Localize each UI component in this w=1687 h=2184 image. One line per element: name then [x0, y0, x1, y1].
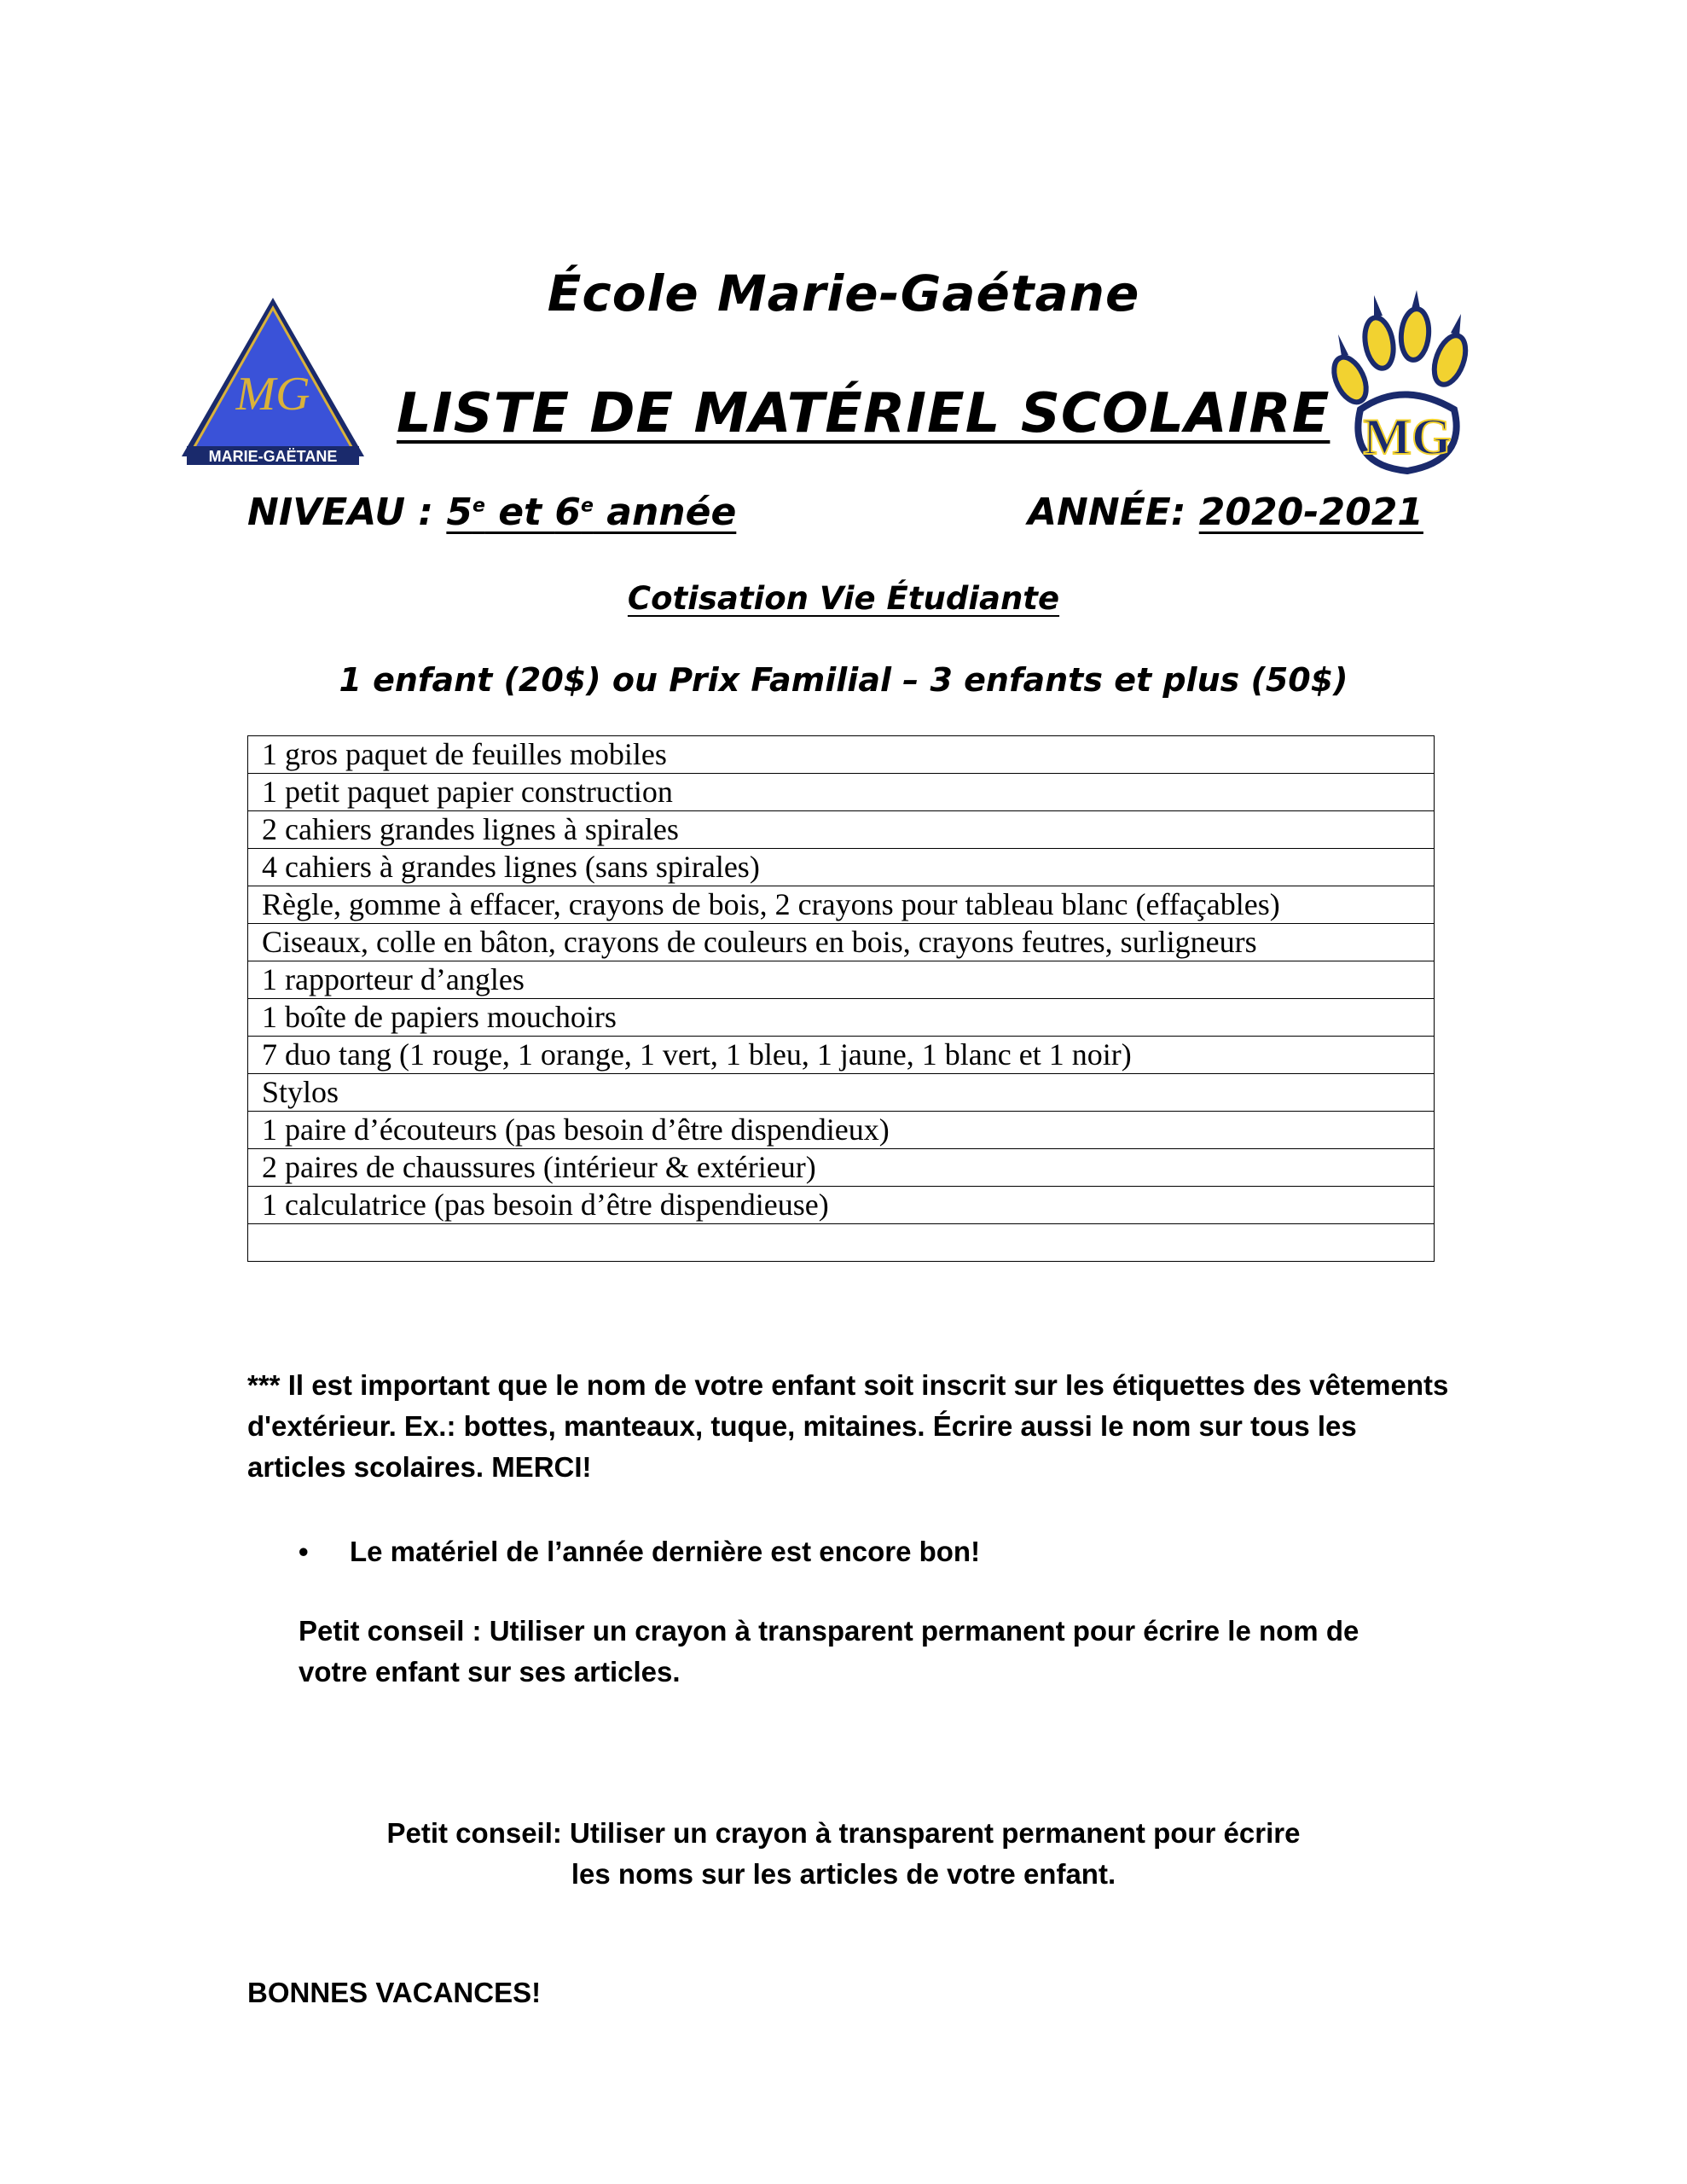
tip-line: les noms sur les articles de votre enfant.	[571, 1858, 1116, 1890]
school-name: École Marie-Gaétane	[547, 264, 1140, 322]
supply-item: 4 cahiers à grandes lignes (sans spirales)	[248, 849, 1435, 886]
table-row	[248, 1149, 1435, 1187]
tip-note-centered	[0, 1813, 1687, 1895]
supply-item: 1 calculatrice (pas besoin d’être dispendieuse)	[248, 1187, 1435, 1224]
table-row	[248, 736, 1435, 774]
supply-item: 1 paire d’écouteurs (pas besoin d’être dispendieux)	[248, 1112, 1435, 1149]
bullet-item	[299, 1531, 980, 1572]
table-row	[248, 849, 1435, 886]
logo-right-monogram: MG	[1363, 409, 1452, 465]
supply-item: 1 gros paquet de feuilles mobiles	[248, 736, 1435, 774]
table-row	[248, 1112, 1435, 1149]
bullet-text: Le matériel de l’année dernière est encore bon!	[350, 1536, 981, 1567]
year-row	[1028, 491, 1423, 534]
supply-item: 1 rapporteur d’angles	[248, 961, 1435, 999]
table-row	[248, 1037, 1435, 1074]
logo-left-text: MARIE-GAËTANE	[208, 448, 338, 465]
supply-item: 7 duo tang (1 rouge, 1 orange, 1 vert, 1 bleu, 1 jaune, 1 blanc et 1 noir)	[248, 1037, 1435, 1074]
table-row	[248, 886, 1435, 924]
table-row	[248, 774, 1435, 811]
supply-item: Ciseaux, colle en bâton, crayons de couleurs en bois, crayons feutres, surligneurs	[248, 924, 1435, 961]
supply-item-empty	[248, 1224, 1435, 1262]
level-value: 5e et 6e année	[446, 491, 737, 534]
closing-text: BONNES VACANCES!	[247, 1977, 542, 2008]
logo-left-monogram: MG	[235, 368, 310, 421]
cotisation-price: 1 enfant (20$) ou Prix Familial – 3 enfants et plus (50$)	[339, 661, 1348, 699]
supply-item: 1 boîte de papiers mouchoirs	[248, 999, 1435, 1037]
table-row	[248, 924, 1435, 961]
supplies-table	[247, 735, 1435, 1262]
supply-item: 1 petit paquet papier construction	[248, 774, 1435, 811]
paw-logo	[1326, 290, 1480, 478]
supply-item: 2 cahiers grandes lignes à spirales	[248, 811, 1435, 849]
year-label: ANNÉE:	[1028, 491, 1199, 534]
supply-item: Règle, gomme à effacer, crayons de bois, 2 crayons pour tableau blanc (effaçables)	[248, 886, 1435, 924]
year-value: 2020-2021	[1198, 491, 1423, 534]
bullet-icon: •	[299, 1536, 309, 1567]
tip-note: Petit conseil : Utiliser un crayon à transparent permanent pour écrire le nom de votre enfant sur ses articles.	[299, 1615, 1359, 1687]
supply-item: 2 paires de chaussures (intérieur & extérieur)	[248, 1149, 1435, 1187]
table-row	[248, 961, 1435, 999]
table-row	[248, 999, 1435, 1037]
table-row	[248, 1074, 1435, 1112]
important-note: *** Il est important que le nom de votre enfant soit inscrit sur les étiquettes des vêtements d'extérieur. Ex.: bottes, manteaux, tuque, mitaines. Écrire aussi le nom sur tous les articles scolaires. MERCI!	[247, 1369, 1449, 1483]
table-row	[248, 1187, 1435, 1224]
tip-line: Petit conseil: Utiliser un crayon à transparent permanent pour écrire	[386, 1817, 1301, 1849]
list-title: LISTE DE MATÉRIEL SCOLAIRE	[397, 382, 1330, 445]
level-label: NIVEAU :	[247, 491, 447, 534]
level-row	[247, 491, 736, 534]
cotisation-title: Cotisation Vie Étudiante	[627, 580, 1060, 617]
table-row	[248, 1224, 1435, 1262]
table-row	[248, 811, 1435, 849]
supply-item: Stylos	[248, 1074, 1435, 1112]
